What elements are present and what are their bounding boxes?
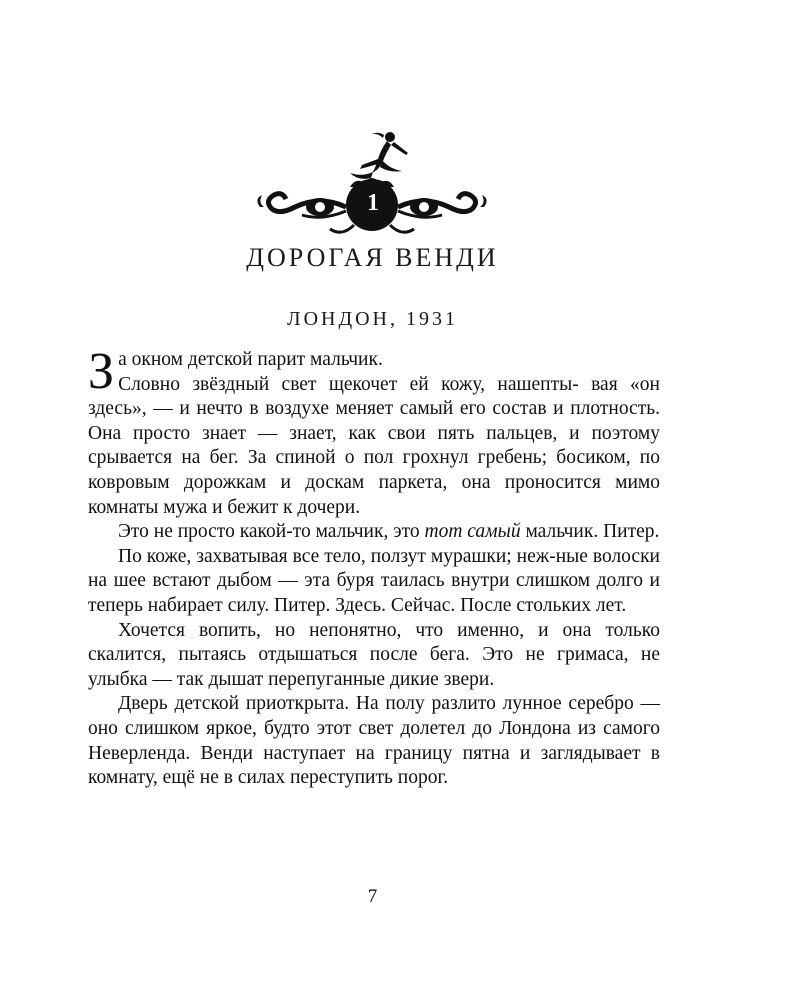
chapter-title: ДОРОГАЯ ВЕНДИ [246,243,499,272]
paragraph-1-line: пять пальцев, и поэтому срывается на бег. За спиной [88,422,660,469]
paragraph-2-text: Это не просто какой-то мальчик, это [118,521,425,543]
paragraph-2-emphasis: тот самый [424,521,521,543]
paragraph-1-line: а окном детской парит мальчик. [118,349,383,370]
paragraph-1 [88,343,661,520]
body-text [88,343,661,791]
flying-girl-silhouette-icon [350,132,408,179]
paragraph-1-line: состав и плотность. Она просто знает — знает, как свои [88,398,661,444]
drop-cap: З [88,343,115,400]
chapter-ornament [250,125,500,245]
paragraph-1-line: и бежит к дочери. [212,496,361,518]
paragraph-1-line: вая «он здесь», — и нечто в воздухе меняет самый его [88,373,660,420]
paragraph-2-text-end: мальчик. Питер. [520,521,660,543]
paragraph-1-line: и доскам паркета, она проносится мимо комнаты мужа [88,471,661,518]
paragraph-3: По коже, захватывая все тело, ползут мурашки; неж-ные волоски на шее встают дыбом — эта буря таилась внутри слишком долго и теперь набирает силу. Питер. Здесь. Сейчас. После стольких лет. [88,545,660,616]
paragraph-4: Хочется вопить, но непонятно, что именно, и она только скалится, пытаясь отдышаться после бега. Это не гримаса, не улыбка — так дышат перепуганные дикие звери. [88,619,660,690]
page-number: 7 [367,886,378,907]
chapter-subtitle: ЛОНДОН, 1931 [287,308,458,330]
paragraph-5: Дверь детской приоткрыта. На полу разлито лунное серебро — оно слишком яркое, будто этот свет долетел до Лондона из самого Неверленда. Венди наступает на границу пятна и заглядывает в комнату, ещё не в силах переступить порог. [88,693,660,789]
chapter-number: 1 [367,190,379,216]
paragraph-2 [88,520,660,545]
paragraph-1-line: о пол грохнул гребень; босиком, по ковровым дорожкам [88,447,660,493]
paragraph-1-line: Словно звёздный свет щекочет ей кожу, нашепты- [118,373,579,395]
